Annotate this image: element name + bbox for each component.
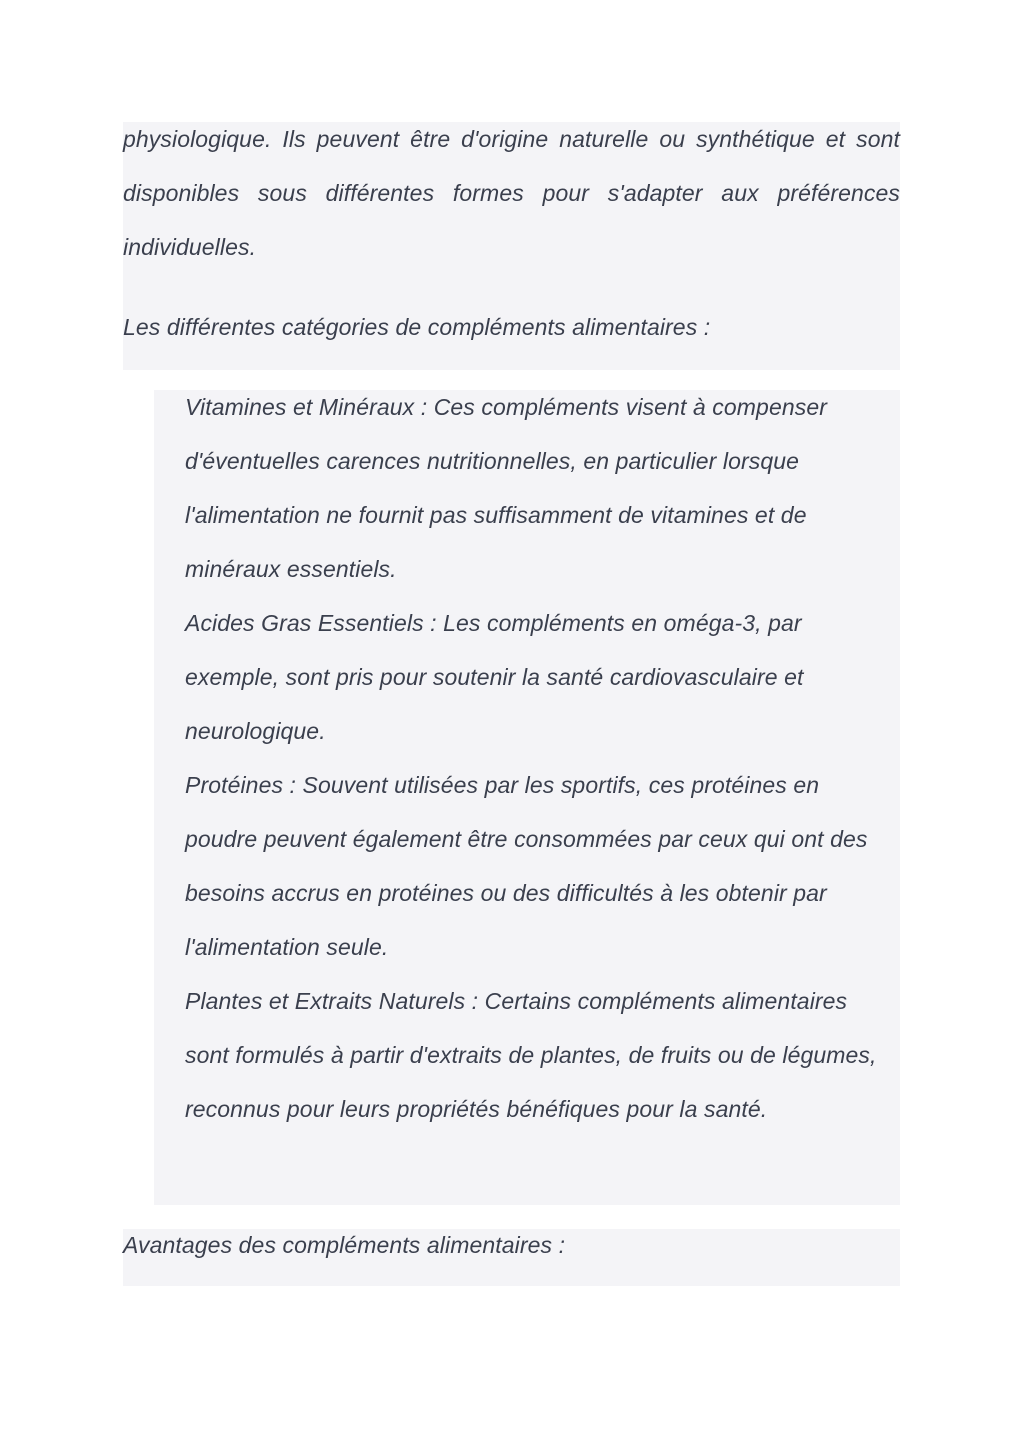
categories-list [185, 380, 895, 1136]
list-item-proteines: Protéines : Souvent utilisées par les sportifs, ces protéines en poudre peuvent également être consommées par ceux qui ont des besoins accrus en protéines ou des difficultés à les obtenir par l'alimentation seule. [185, 772, 868, 960]
list-item-vitamines: Vitamines et Minéraux : Ces compléments visent à compenser d'éventuelles carences nutritionnelles, en particulier lorsque l'alimentation ne fournit pas suffisamment de vitamines et de minéraux essentiels. [185, 394, 827, 582]
categories-list-section [154, 390, 900, 1205]
categories-heading: Les différentes catégories de compléments alimentaires : [123, 314, 711, 340]
advantages-section [123, 1229, 900, 1286]
intro-paragraph: physiologique. Ils peuvent être d'origine naturelle ou synthétique et sont disponibles sous différentes formes pour s'adapter aux préférences individuelles. [123, 126, 900, 260]
intro-section [123, 122, 900, 370]
list-item-acides-gras: Acides Gras Essentiels : Les compléments en oméga-3, par exemple, sont pris pour soutenir la santé cardiovasculaire et neurologique. [185, 610, 804, 744]
list-item-plantes: Plantes et Extraits Naturels : Certains compléments alimentaires sont formulés à partir d'extraits de plantes, de fruits ou de légumes, reconnus pour leurs propriétés bénéfiques pour la santé. [185, 988, 877, 1122]
advantages-heading: Avantages des compléments alimentaires : [123, 1232, 566, 1258]
